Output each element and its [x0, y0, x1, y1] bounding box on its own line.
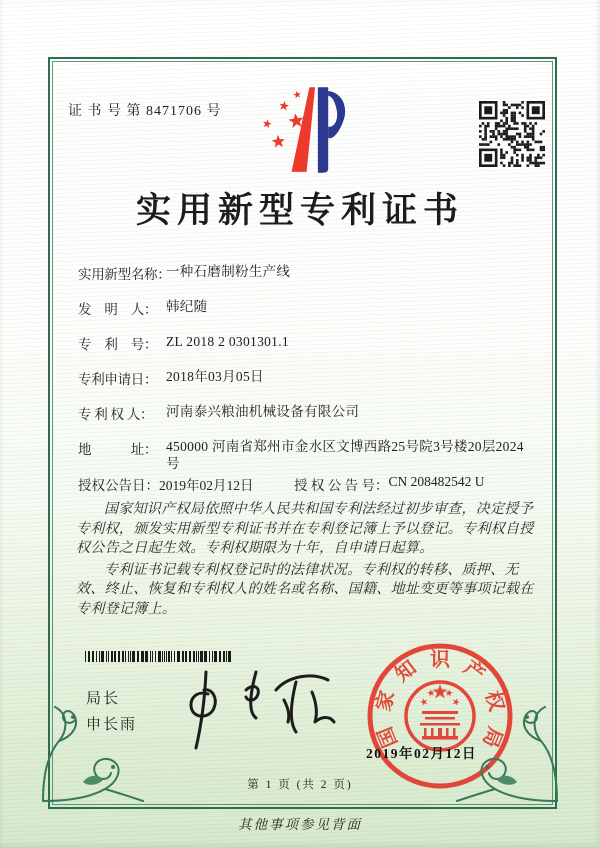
field-patent-number	[78, 333, 289, 353]
corner-flourish-icon	[39, 692, 145, 805]
seal-date: 2019年02月12日	[366, 746, 477, 761]
field-value: 一种石磨制粉生产线	[166, 264, 291, 279]
field-label: 地 址：	[78, 442, 158, 457]
field-label: 专利申请日：	[78, 372, 158, 387]
field-address	[78, 438, 528, 472]
field-label: 专 利 权 人：	[78, 407, 154, 422]
seal-char: 知	[391, 656, 421, 687]
seal-char: 权	[480, 688, 508, 714]
field-value: 450000 河南省郑州市金水区文博西路25号院3号楼20层2024号	[166, 439, 524, 471]
certificate-title: 实用新型专利证书	[135, 191, 464, 230]
field-patentee	[78, 403, 359, 423]
grant-row	[78, 474, 538, 494]
seal-char: 识	[430, 649, 450, 671]
grant-date-label: 授权公告日：	[78, 478, 159, 493]
grant-number	[294, 474, 485, 494]
legal-paragraph-2: 专利证书记载专利权登记时的法律状况。专利权的转移、质押、无效、终止、恢复和专利权人的姓名或名称、国籍、地址变更等事项记载在专利登记簿上。	[76, 562, 534, 617]
director-name: 申长雨	[86, 717, 138, 733]
field-label: 专 利 号：	[78, 337, 158, 352]
grant-date-value: 2019年02月12日	[159, 478, 254, 493]
seal-char: 产	[459, 656, 489, 687]
seal-char: 局	[477, 723, 506, 751]
back-side-note: 其他事项参见背面	[238, 817, 362, 832]
field-label: 实用新型名称：	[78, 267, 171, 282]
legal-paragraph-1: 国家知识产权局依照中华人民共和国专利法经过初步审查，决定授予专利权，颁发实用新型专利证书并在专利登记簿上予以登记。专利权自授权公告之日起生效。专利权期限为十年，自申请日起算。	[76, 502, 534, 556]
field-value: 韩纪随	[166, 299, 208, 314]
field-label: 发 明 人：	[78, 302, 158, 317]
field-value: ZL 2018 2 0301301.1	[166, 334, 289, 349]
legal-text	[76, 500, 538, 621]
field-application-date	[78, 368, 264, 388]
cnipa-logo-icon	[253, 84, 347, 176]
director-signature	[172, 660, 344, 758]
director-title: 局长	[86, 691, 121, 707]
field-inventor	[78, 298, 207, 318]
corner-flourish-icon	[455, 692, 561, 805]
field-value: 2018年03月05日	[166, 369, 264, 384]
qr-code-icon	[478, 101, 546, 167]
seal-char: 国	[374, 723, 403, 751]
seal-char: 家	[372, 688, 400, 714]
grant-number-label: 授 权 公 告 号：	[294, 478, 389, 493]
field-utility-name	[78, 263, 290, 283]
page-indicator: 第 1 页 (共 2 页)	[247, 779, 353, 791]
field-value: 河南泰兴粮油机械设备有限公司	[166, 404, 360, 419]
certificate-number: 证 书 号 第 8471706 号	[68, 104, 222, 119]
grant-number-value: CN 208482542 U	[388, 474, 485, 489]
